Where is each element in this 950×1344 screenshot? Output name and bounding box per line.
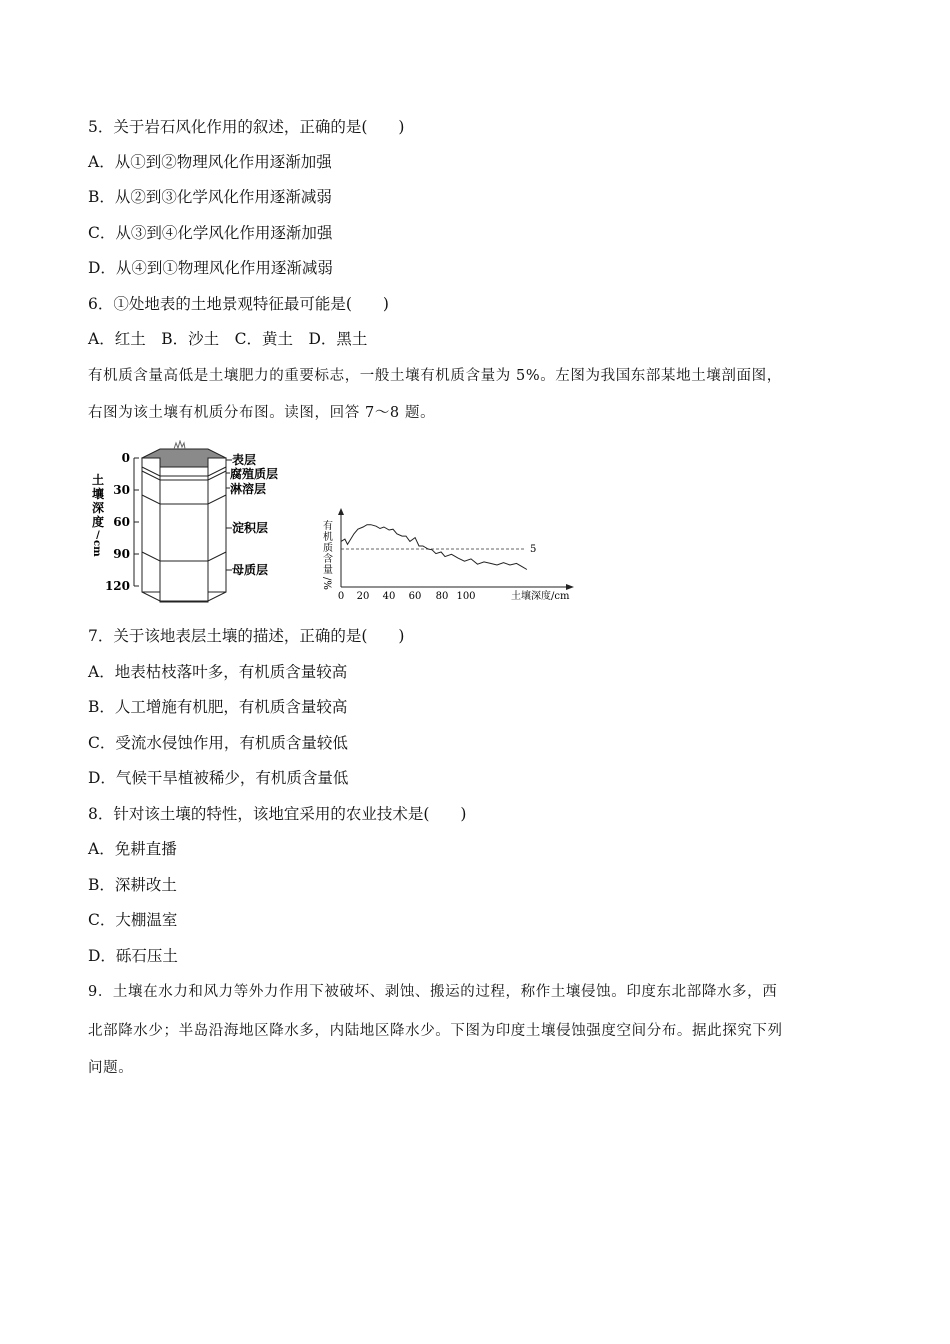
x-tick-80: 80: [435, 591, 449, 602]
chart-y-label: [321, 519, 333, 590]
chart-x-arrow: [566, 584, 574, 590]
q5-option-c: C．从③到④化学风化作用逐渐加强: [88, 224, 333, 242]
layer-label-parent: 母质层: [232, 563, 269, 577]
q7-option-c: C．受流水侵蚀作用，有机质含量较低: [88, 734, 348, 752]
q5-stem: 5．关于岩石风化作用的叙述，正确的是( ): [88, 118, 405, 136]
profile-axis-title: [91, 472, 104, 557]
q9-line3: 问题。: [88, 1060, 134, 1076]
intro-7-8-line1: 有机质含量高低是土壤肥力的重要标志，一般土壤有机质含量为 5%。左图为我国东部某地土壤剖面图，: [88, 368, 782, 384]
layer-label-illuvial: 淀积层: [232, 521, 269, 535]
depth-tick-0: 0: [121, 451, 130, 465]
intro-7-8-line2: 右图为该土壤有机质分布图。读图，回答 7～8 题。: [88, 405, 436, 421]
ylabel-char-5: 量: [323, 565, 333, 576]
q7-stem: 7．关于该地表层土壤的描述，正确的是( ): [88, 627, 405, 645]
q8-option-a: A．免耕直播: [88, 840, 177, 858]
q6-stem: 6．①处地表的土地景观特征最可能是( ): [88, 295, 389, 313]
layer-labels: [226, 452, 278, 577]
ylabel-char-4: 含: [323, 554, 333, 565]
q7-option-d: D．气候干旱植被稀少，有机质含量低: [88, 769, 349, 787]
q9-line2: 北部降水少；半岛沿海地区降水多，内陆地区降水少。下图为印度土壤侵蚀强度空间分布。据此探究下列: [88, 1023, 783, 1039]
x-tick-60: 60: [408, 591, 422, 602]
reference-line-label: 5: [530, 544, 537, 555]
organic-matter-chart: [318, 505, 580, 605]
ylabel-char-3: 质: [323, 543, 333, 554]
q7-option-a: A．地表枯枝落叶多，有机质含量较高: [88, 663, 348, 681]
layer-label-surface: 表层: [232, 453, 257, 467]
x-tick-40: 40: [382, 591, 396, 602]
ylabel-char-6: /%: [321, 577, 332, 590]
axis-char-5: /: [96, 530, 100, 541]
soil-column: [142, 441, 226, 602]
layer-label-eluvial: 淋溶层: [230, 482, 267, 496]
q7-option-b: B．人工增施有机肥，有机质含量较高: [88, 698, 348, 716]
q8-stem: 8．针对该土壤的特性，该地宜采用的农业技术是( ): [88, 805, 467, 823]
q8-option-d: D．砾石压土: [88, 947, 178, 965]
x-tick-0: 0: [337, 591, 345, 602]
axis-char-6: cm: [91, 540, 102, 557]
depth-tick-120: 120: [104, 579, 130, 593]
q5-option-a: A．从①到②物理风化作用逐渐加强: [88, 153, 332, 171]
ylabel-char-2: 机: [323, 532, 333, 543]
layer-label-humus: 腐殖质层: [230, 467, 279, 481]
q8-option-c: C．大棚温室: [88, 911, 178, 929]
axis-char-1: 土: [91, 473, 105, 487]
x-tick-100: 100: [456, 591, 476, 602]
q5-option-d: D．从④到①物理风化作用逐渐减弱: [88, 259, 333, 277]
chart-x-ticks: [338, 591, 476, 602]
q9-line1: 9．土壤在水力和风力等外力作用下被破坏、剥蚀、搬运的过程，称作土壤侵蚀。印度东北部降水多，西: [88, 984, 778, 1000]
organic-matter-series-line: [341, 525, 527, 570]
chart-x-label: 土壤深度/cm: [511, 591, 570, 602]
soil-profile-figure: [90, 440, 295, 605]
x-tick-20: 20: [356, 591, 370, 602]
depth-tick-30: 30: [113, 483, 130, 497]
q8-option-b: B．深耕改土: [88, 876, 177, 894]
depth-tick-90: 90: [113, 547, 130, 561]
q5-option-b: B．从②到③化学风化作用逐渐减弱: [88, 188, 332, 206]
chart-y-arrow: [338, 508, 344, 515]
depth-tick-60: 60: [113, 515, 130, 529]
ylabel-char-1: 有: [323, 521, 333, 532]
axis-char-4: 度: [91, 515, 105, 529]
q6-options: A．红土 B．沙土 C．黄土 D．黑土: [88, 330, 368, 348]
axis-char-2: 壤: [91, 487, 105, 501]
axis-char-3: 深: [91, 501, 105, 515]
